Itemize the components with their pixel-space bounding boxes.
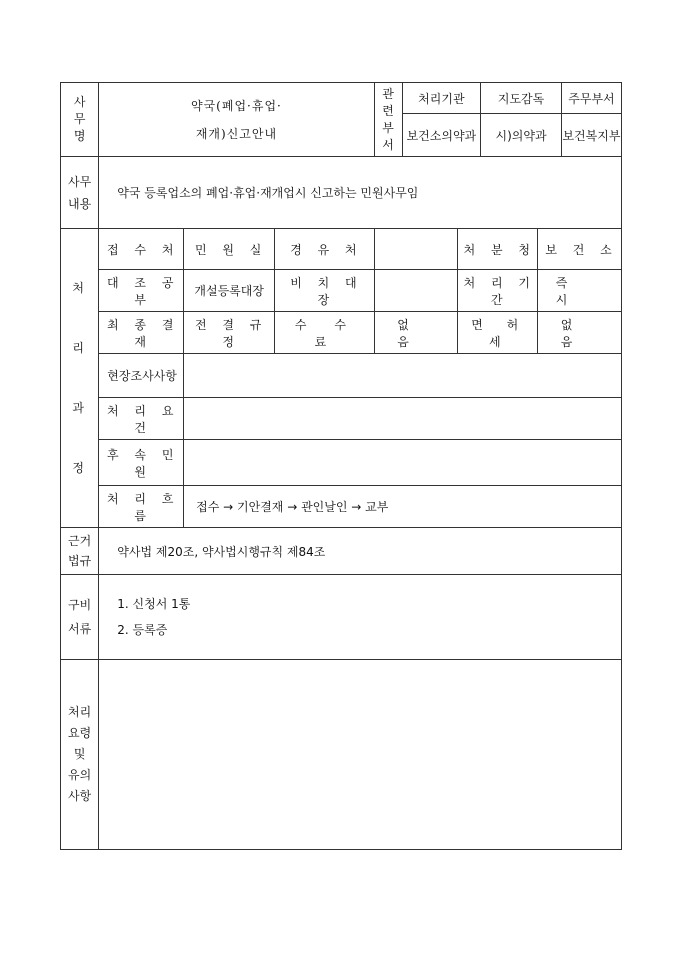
- route-label: 경 유 처: [275, 229, 374, 270]
- followup-label: 후 속 민 원: [99, 440, 184, 486]
- ledger-value: 개설등록대장: [184, 270, 275, 312]
- flow-label: 처 리 흐 름: [99, 486, 184, 528]
- documents-list: [99, 575, 622, 660]
- site-survey-value: [184, 354, 622, 398]
- list-item: 2. 등록증: [117, 623, 168, 637]
- notes-text: [99, 660, 622, 850]
- legal-basis-label: 근거 법규: [61, 528, 99, 575]
- disposal-value: 보 건 소: [538, 229, 622, 270]
- main-dept-value: 보건복지부: [561, 114, 621, 157]
- processing-agency-value: 보건소의약과: [402, 114, 481, 157]
- keep-ledger-label: 비 치 대 장: [275, 270, 374, 312]
- process-label: 처 리 과 정: [61, 229, 99, 528]
- requirements-label: 처 리 요 건: [99, 398, 184, 440]
- documents-label: 구비 서류: [61, 575, 99, 660]
- disposal-label: 처 분 청: [458, 229, 538, 270]
- requirements-value: [184, 398, 622, 440]
- task-content-label: 사무 내용: [61, 157, 99, 229]
- notes-label: 처리 요령 및 유의 사항: [61, 660, 99, 850]
- guide-form: [60, 82, 622, 850]
- fee-label: 수 수 료: [275, 312, 374, 354]
- ledger-label: 대 조 공 부: [99, 270, 184, 312]
- period-label: 처 리 기 간: [458, 270, 538, 312]
- license-tax-label: 면 허 세: [458, 312, 538, 354]
- page-title: 약국(폐업·휴업· 재개)신고안내: [99, 83, 374, 157]
- legal-basis-text: 약사법 제20조, 약사법시행규칙 제84조: [99, 528, 622, 575]
- followup-value: [184, 440, 622, 486]
- route-value: [374, 229, 458, 270]
- flow-value: 접수 → 기안결재 → 관인날인 → 교부: [184, 486, 622, 528]
- related-dept-label: 관 련 부 서: [374, 83, 402, 157]
- fee-value: 없 음: [374, 312, 458, 354]
- supervising-agency-header: 지도감독: [481, 83, 562, 114]
- period-value: 즉 시: [538, 270, 622, 312]
- reception-value: 민 원 실: [184, 229, 275, 270]
- processing-agency-header: 처리기관: [402, 83, 481, 114]
- license-tax-value: 없 음: [538, 312, 622, 354]
- main-dept-header: 주무부서: [561, 83, 621, 114]
- site-survey-label: 현장조사사항: [99, 354, 184, 398]
- reception-label: 접 수 처: [99, 229, 184, 270]
- supervising-agency-value: 시)의약과: [481, 114, 562, 157]
- keep-ledger-value: [374, 270, 458, 312]
- office-name-label: 사 무 명: [61, 83, 99, 157]
- approval-label: 최 종 결 재: [99, 312, 184, 354]
- approval-value: 전 결 규 정: [184, 312, 275, 354]
- list-item: 1. 신청서 1통: [117, 597, 191, 611]
- task-content-text: 약국 등록업소의 폐업·휴업·재개업시 신고하는 민원사무임: [99, 157, 622, 229]
